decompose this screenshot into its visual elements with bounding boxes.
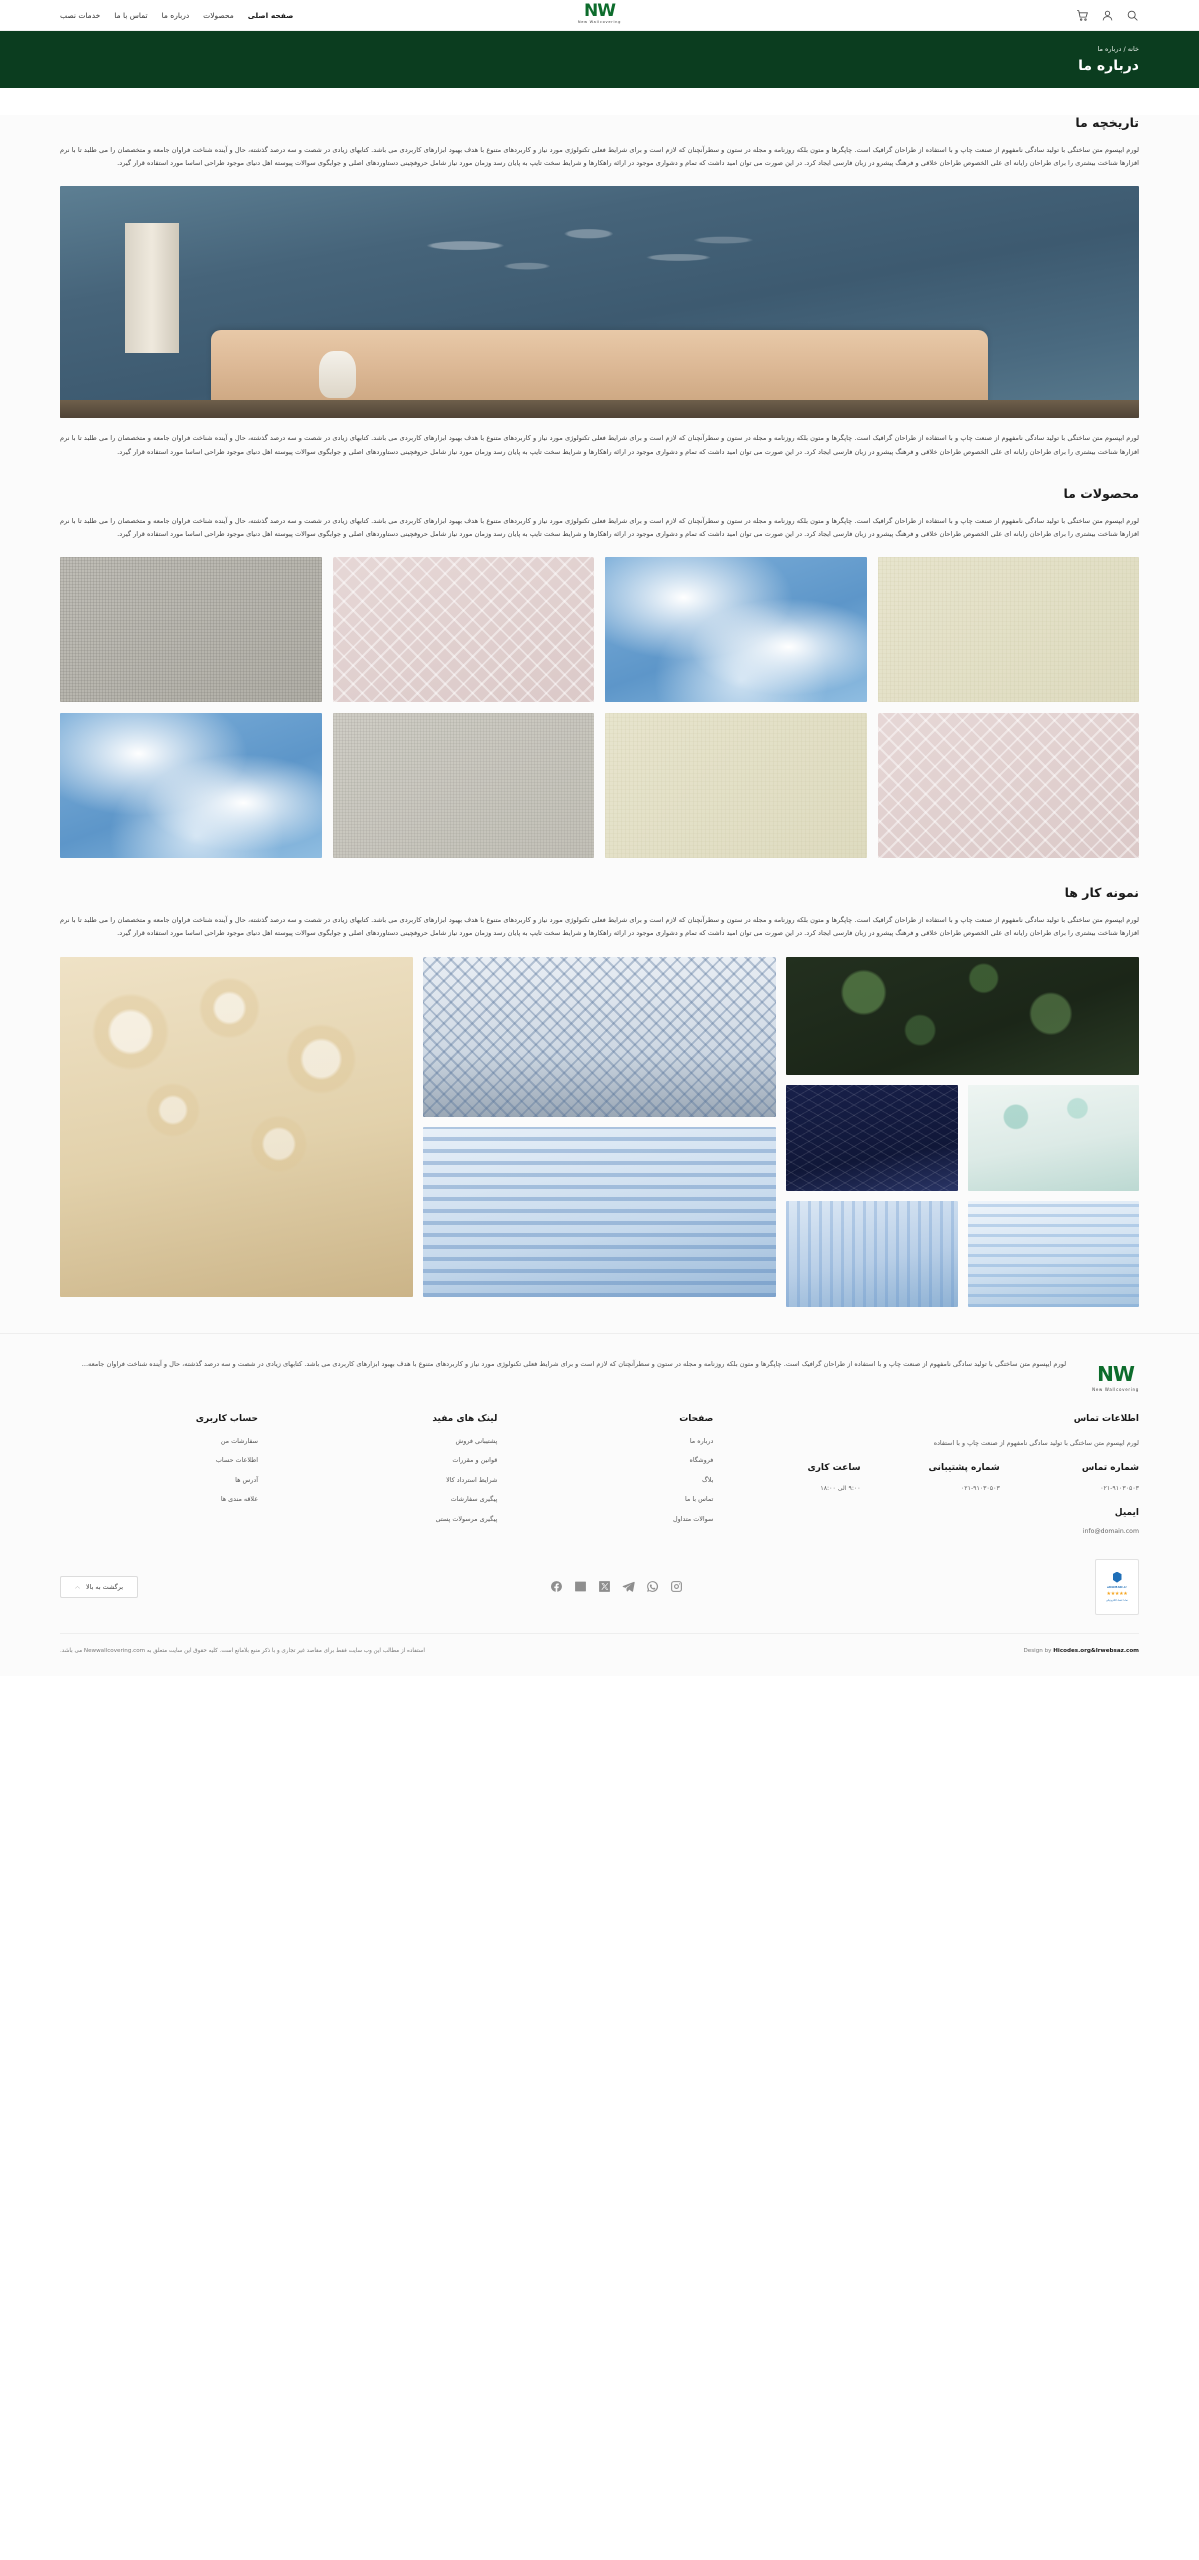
page-title: درباره ما (1078, 58, 1139, 74)
footer-link-sales-support[interactable]: پشتیبانی فروش (455, 1436, 498, 1445)
footer-value-phone[interactable]: ۰۲۱-۹۱۰۳۰۵۰۳ (1100, 1484, 1139, 1492)
footer-badges-row (60, 1555, 1139, 1633)
swatch-pink-quatrefoil-2[interactable] (878, 713, 1140, 858)
portfolio-column-right (786, 957, 1139, 1307)
portfolio-column-left (60, 957, 413, 1307)
swatch-blue-cloud-2[interactable] (60, 713, 322, 858)
swatch-pink-quatrefoil[interactable] (333, 557, 595, 702)
nav-item-installation-services[interactable]: خدمات نصب (60, 10, 101, 20)
footer-bottom-bar (60, 1633, 1139, 1676)
breadcrumb[interactable]: خانه / درباره ما (1097, 45, 1139, 53)
footer-heading-useful: لینک های مفید (432, 1413, 498, 1424)
linkedin-icon[interactable] (574, 1580, 587, 1593)
header-utility-icons (1076, 9, 1139, 22)
footer-heading-contact: اطلاعات تماس (1073, 1413, 1139, 1424)
enamad-shield-icon (1113, 1572, 1122, 1583)
telegram-icon[interactable] (622, 1580, 635, 1593)
enamad-subtitle: نماد اعتماد الکترونیکی (1106, 1598, 1128, 1602)
swatch-blue-cloud[interactable] (605, 557, 867, 702)
portfolio-subrow-1 (786, 1085, 1139, 1191)
footer-label-hours: ساعت کاری (807, 1462, 861, 1473)
chevron-up-icon: ︿ (75, 1584, 81, 1591)
site-header (0, 0, 1199, 31)
portfolio-blue-striped-living[interactable] (423, 1127, 776, 1297)
footer-logo[interactable] (1092, 1358, 1139, 1392)
footer-about-text: لورم ایپسوم متن ساختگی با تولید سادگی نامفهوم از صنعت چاپ و با استفاده از طراحان گرافیک است. چاپگرها و متون بلکه روزنامه و مجله در ستون و سطرآنچنان که لازم است و برای شرایط فعلی تکنولوژی مورد نیاز و کاربردهای متنوع با هدف بهبود ابزارهای کاربردی می باشد. کتابهای زیادی در شصت و سه درصد گذشته، حال و آینده شناخت فراوان جامعه... (81, 1359, 1067, 1368)
footer-link-about[interactable]: درباره ما (689, 1436, 714, 1445)
footer-pages-list (515, 1437, 713, 1523)
footer-account-list (60, 1437, 258, 1504)
facebook-icon[interactable] (550, 1580, 563, 1593)
footer-link-my-orders[interactable]: سفارشات من (220, 1436, 259, 1445)
footer-link-columns (60, 1414, 1139, 1555)
nav-item-about[interactable]: درباره ما (161, 10, 190, 20)
footer-intro (60, 1358, 1139, 1414)
enamad-trust-badge[interactable] (1095, 1559, 1139, 1615)
swatch-grey-linen[interactable] (60, 557, 322, 702)
portfolio-subrow-2 (786, 1201, 1139, 1307)
copyright-text: استفاده از مطالب این وب سایت فقط برای مقاصد غیر تجاری و با ذکر منبع بلامانع است. کلیه حقوق این سایت متعلق به Newwallcovering.com می باشد. (60, 1647, 425, 1654)
footer-label-phone: شماره تماس (1081, 1462, 1139, 1473)
site-logo[interactable] (578, 3, 621, 25)
footer-link-account-info[interactable]: اطلاعات حساب (215, 1456, 259, 1464)
page-content (0, 115, 1199, 1333)
section-title-history: تاریخچه ما (1075, 115, 1139, 130)
shopping-cart-icon[interactable] (1076, 9, 1089, 22)
nav-item-contact[interactable]: تماس با ما (114, 10, 148, 20)
white-vase (319, 351, 356, 397)
wallpaper-blossom-pattern (297, 214, 858, 293)
footer-link-contact[interactable]: تماس با ما (684, 1495, 714, 1503)
x-twitter-icon[interactable] (598, 1580, 611, 1593)
footer-value-hours: ۹:۰۰ الی ۱۸:۰۰ (820, 1484, 861, 1492)
history-paragraph-2: لورم ایپسوم متن ساختگی با تولید سادگی نامفهوم از صنعت چاپ و با استفاده از طراحان گرافیک است. چاپگرها و متون بلکه روزنامه و مجله در ستون و سطرآنچنان که لازم است و برای شرایط فعلی تکنولوژی مورد نیاز و کاربردهای متنوع با هدف بهبود ابزارهای کاربردی می باشد. کتابهای زیادی در شصت و سه درصد گذشته، حال و آینده شناخت فراوان جامعه و متخصصان را می طلبد تا با نرم افزارها شناخت بیشتری را برای طراحان رایانه ای علی الخصوص طراحان خلاقی و فرهنگ پیشرو در زبان فارسی ایجاد کرد. در این صورت می توان امید داشت که تمام و دشواری موجود در ارائه راهکارها و شرایط سخت تایپ به پایان رسد وزمان مورد نیاز شامل حروفچینی دستاوردهای اصلی و جوابگوی سوالات پیوسته اهل دنیای موجود طراحی اساسا مورد استفاده قرار گیرد. (60, 434, 1139, 456)
footer-column-account (60, 1414, 258, 1535)
footer-logo-tagline: New Wallcovering (1092, 1386, 1139, 1392)
footer-link-order-tracking[interactable]: پیگیری سفارشات (450, 1495, 498, 1503)
back-to-top-label: برگشت به بالا (86, 1582, 123, 1591)
footer-value-email[interactable]: info@domain.com (1082, 1527, 1139, 1535)
portfolio-blue-damask[interactable] (786, 1201, 958, 1307)
history-paragraph: لورم ایپسوم متن ساختگی با تولید سادگی نامفهوم از صنعت چاپ و با استفاده از طراحان گرافیک است. چاپگرها و متون بلکه روزنامه و مجله در ستون و سطرآنچنان که لازم است و برای شرایط فعلی تکنولوژی مورد نیاز و کاربردهای متنوع با هدف بهبود ابزارهای کاربردی می باشد. کتابهای زیادی در شصت و سه درصد گذشته، حال و آینده شناخت فراوان جامعه و متخصصان را می طلبد تا با نرم افزارها شناخت بیشتری را برای طراحان رایانه ای علی الخصوص طراحان خلاقی و فرهنگ پیشرو در زبان فارسی ایجاد کرد. در این صورت می توان امید داشت که تمام و دشواری موجود در ارائه راهکارها و شرایط سخت تایپ به پایان رسد وزمان مورد نیاز شامل حروفچینی دستاوردهای اصلی و جوابگوی سوالات پیوسته اهل دنیای موجود طراحی اساسا مورد استفاده قرار گیرد. (60, 146, 1139, 168)
wood-floor (60, 400, 1139, 419)
footer-contact-details (731, 1463, 1139, 1492)
portfolio-navy-geometric[interactable] (786, 1085, 958, 1191)
footer-useful-list (276, 1437, 497, 1523)
portfolio-dark-botanical[interactable] (786, 957, 1139, 1075)
nav-item-home[interactable]: صفحه اصلی (247, 10, 294, 20)
footer-contact-phone (1010, 1463, 1139, 1492)
logo-tagline: New Wallcovering (577, 20, 622, 24)
history-feature-image (60, 186, 1139, 418)
main-navigation (60, 11, 293, 20)
enamad-title: eNAMAD.ir (1106, 1584, 1128, 1589)
logo-mark: NW (584, 1, 615, 21)
portfolio-geometric-hallway[interactable] (423, 957, 776, 1117)
nav-item-products[interactable]: محصولات (203, 10, 234, 20)
footer-link-returns[interactable]: شرایط استرداد کالا (446, 1475, 498, 1484)
footer-contact-support (871, 1463, 1000, 1492)
footer-link-terms[interactable]: قوانین و مقررات (452, 1456, 498, 1464)
section-title-products: محصولات ما (1063, 485, 1139, 501)
portfolio-mint-sofa[interactable] (968, 1085, 1140, 1191)
footer-link-parcel-tracking[interactable]: پیگیری مرسولات پستی (435, 1514, 498, 1523)
portfolio-gallery (60, 957, 1139, 1307)
footer-label-support: شماره پشتیبانی (928, 1462, 1000, 1473)
footer-heading-account: حساب کاربری (195, 1413, 259, 1424)
section-title-portfolio: نمونه کار ها (1064, 885, 1139, 901)
site-footer (0, 1333, 1199, 1676)
footer-logo-mark: NW (1097, 1361, 1134, 1386)
instagram-icon[interactable] (670, 1580, 683, 1593)
swatch-cream-textured[interactable] (878, 557, 1140, 702)
design-credit (1023, 1648, 1139, 1654)
footer-link-blog[interactable]: بلاگ (702, 1475, 714, 1484)
portfolio-3d-bubble-wall[interactable] (60, 957, 413, 1297)
footer-link-favorites[interactable]: علاقه مندی ها (220, 1495, 259, 1503)
products-paragraph: لورم ایپسوم متن ساختگی با تولید سادگی نامفهوم از صنعت چاپ و با استفاده از طراحان گرافیک است. چاپگرها و متون بلکه روزنامه و مجله در ستون و سطرآنچنان که لازم است و برای شرایط فعلی تکنولوژی مورد نیاز و کاربردهای متنوع با هدف بهبود ابزارهای کاربردی می باشد. کتابهای زیادی در شصت و سه درصد گذشته، حال و آینده شناخت فراوان جامعه و متخصصان را می طلبد تا با نرم افزارها شناخت بیشتری را برای طراحان رایانه ای علی الخصوص طراحان خلاقی و فرهنگ پیشرو در زبان فارسی ایجاد کرد. در این صورت می توان امید داشت که تمام و دشواری موجود در ارائه راهکارها و شرایط سخت تایپ به پایان رسد وزمان مورد نیاز شامل حروفچینی دستاوردهای اصلی و جوابگوی سوالات پیوسته اهل دنیای موجود طراحی اساسا مورد استفاده قرار گیرد. (60, 516, 1139, 538)
design-credit-prefix: Design by (1023, 1647, 1054, 1654)
back-to-top-button[interactable] (60, 1576, 138, 1598)
whatsapp-icon[interactable] (646, 1580, 659, 1593)
footer-heading-pages: صفحات (679, 1413, 714, 1424)
enamad-stars: ★★★★★ (1106, 1590, 1128, 1597)
user-account-icon[interactable] (1101, 9, 1114, 22)
floor-lamp (125, 223, 179, 353)
portfolio-paragraph: لورم ایپسوم متن ساختگی با تولید سادگی نامفهوم از صنعت چاپ و با استفاده از طراحان گرافیک است. چاپگرها و متون بلکه روزنامه و مجله در ستون و سطرآنچنان که لازم است و برای شرایط فعلی تکنولوژی مورد نیاز و کاربردهای متنوع با هدف بهبود ابزارهای کاربردی می باشد. کتابهای زیادی در شصت و سه درصد گذشته، حال و آینده شناخت فراوان جامعه و متخصصان را می طلبد تا با نرم افزارها شناخت بیشتری را برای طراحان رایانه ای علی الخصوص طراحان خلاقی و فرهنگ پیشرو در زبان فارسی ایجاد کرد. در این صورت می توان امید داشت که تمام و دشواری موجود در ارائه راهکارها و شرایط سخت تایپ به پایان رسد وزمان مورد نیاز شامل حروفچینی دستاوردهای اصلی و جوابگوی سوالات پیوسته اهل دنیای موجود طراحی اساسا مورد استفاده قرار گیرد. (60, 916, 1139, 938)
portfolio-column-middle (423, 957, 776, 1307)
footer-link-faq[interactable]: سوالات متداول (673, 1514, 714, 1523)
social-links (550, 1580, 683, 1593)
footer-link-shop[interactable]: فروشگاه (689, 1456, 714, 1464)
swatch-cream-textured-2[interactable] (605, 713, 867, 858)
footer-column-contact (731, 1414, 1139, 1535)
footer-label-email: ایمیل (1114, 1507, 1139, 1518)
footer-contact-hours (731, 1463, 860, 1492)
swatch-beige-linen[interactable] (333, 713, 595, 858)
page-hero-banner (0, 31, 1199, 88)
footer-contact-blurb: لورم ایپسوم متن ساختگی با تولید سادگی نامفهوم از صنعت چاپ و با استفاده (933, 1438, 1139, 1447)
footer-column-useful-links (276, 1414, 497, 1535)
product-swatch-grid (60, 557, 1139, 858)
design-credit-name[interactable]: Hicodes.org&Irwebsaz.com (1053, 1647, 1139, 1654)
footer-column-pages (515, 1414, 713, 1535)
portfolio-cream-sofa-stripe[interactable] (968, 1201, 1140, 1307)
footer-value-support[interactable]: ۰۲۱-۹۱۰۳۰۵۰۳ (960, 1484, 1000, 1492)
footer-link-addresses[interactable]: آدرس ها (235, 1475, 259, 1484)
search-icon[interactable] (1126, 9, 1139, 22)
